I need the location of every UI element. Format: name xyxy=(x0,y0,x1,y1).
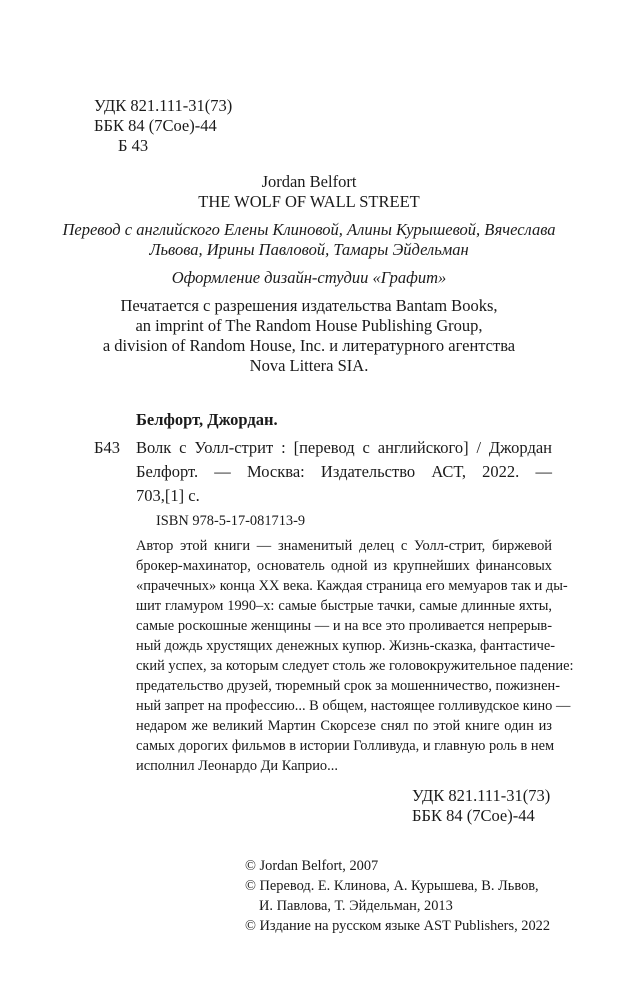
annotation-line: шит гламуром 1990–х: самые быстрые тачки, самые длинные яхты, xyxy=(136,598,552,614)
translators-line-2: Львова, Ирины Павловой, Тамары Эйдельман xyxy=(149,240,469,259)
annotation-line: недаром же великий Мартин Скорсезе снял по этой книге один из xyxy=(136,718,552,734)
udk-code: УДК 821.111-31(73) xyxy=(94,96,233,115)
annotation-line: ный запрет на профессию... В общем, настоящее голливудское кино — xyxy=(136,698,571,714)
catalog-heading: Белфорт, Джордан. xyxy=(136,410,278,429)
annotation-line: самых дорогих фильмов в истории Голливуда, и главную роль в нем xyxy=(136,738,555,754)
catalog-entry-line-3: 703,[1] с. xyxy=(136,486,200,505)
catalog-entry-line-2: Белфорт. — Москва: Издательство АСТ, 2022. — xyxy=(136,462,552,481)
permission-line-3: a division of Random House, Inc. и литературного агентства xyxy=(102,336,516,355)
copyright-line-2: © Перевод. Е. Клинова, А. Курышева, В. Львов, xyxy=(245,878,539,894)
annotation-line: ный дождь хрустящих денежных купюр. Жизнь-сказка, фантастиче- xyxy=(136,638,556,654)
original-author: Jordan Belfort xyxy=(261,172,357,191)
author-mark-code: Б 43 xyxy=(118,136,149,155)
permission-line-4: Nova Littera SIA. xyxy=(249,356,369,375)
annotation-line: брокер-махинатор, основатель одной из крупнейших финансовых xyxy=(136,558,552,574)
annotation-line: Автор этой книги — знаменитый делец с Уолл-стрит, биржевой xyxy=(136,538,552,554)
bbk-code: ББК 84 (7Сое)-44 xyxy=(94,116,217,135)
permission-line-2: an imprint of The Random House Publishing Group, xyxy=(135,316,483,335)
translators-line-1: Перевод с английского Елены Клиновой, Алины Курышевой, Вячеслава xyxy=(62,220,556,239)
copyright-line-1: © Jordan Belfort, 2007 xyxy=(245,858,379,874)
annotation-bbk: ББК 84 (7Сое)-44 xyxy=(412,806,535,825)
annotation-udk: УДК 821.111-31(73) xyxy=(412,786,551,805)
annotation-line: исполнил Леонардо Ди Каприо... xyxy=(136,758,338,774)
annotation-line: самые роскошные женщины — и на все это проливается непрерыв- xyxy=(136,618,552,634)
catalog-code: Б43 xyxy=(94,438,120,457)
annotation-line: ский успех, за которым следует столь же головокружительное падение: xyxy=(136,658,574,674)
original-title: THE WOLF OF WALL STREET xyxy=(198,192,420,211)
permission-line-1: Печатается с разрешения издательства Bantam Books, xyxy=(120,296,498,315)
copyright-line-3: И. Павлова, Т. Эйдельман, 2013 xyxy=(259,898,453,914)
annotation-line: предательство друзей, тюремный срок за мошенничество, пожизнен- xyxy=(136,678,561,694)
isbn: ISBN 978-5-17-081713-9 xyxy=(156,513,306,529)
design-credit: Оформление дизайн-студии «Графит» xyxy=(171,268,447,287)
copyright-line-4: © Издание на русском языке AST Publishers, 2022 xyxy=(245,918,551,934)
catalog-entry-line-1: Волк с Уолл-стрит : [перевод с английского] / Джордан xyxy=(136,438,552,457)
annotation-line: «прачечных» конца XX века. Каждая страница его мемуаров так и ды- xyxy=(136,578,568,594)
